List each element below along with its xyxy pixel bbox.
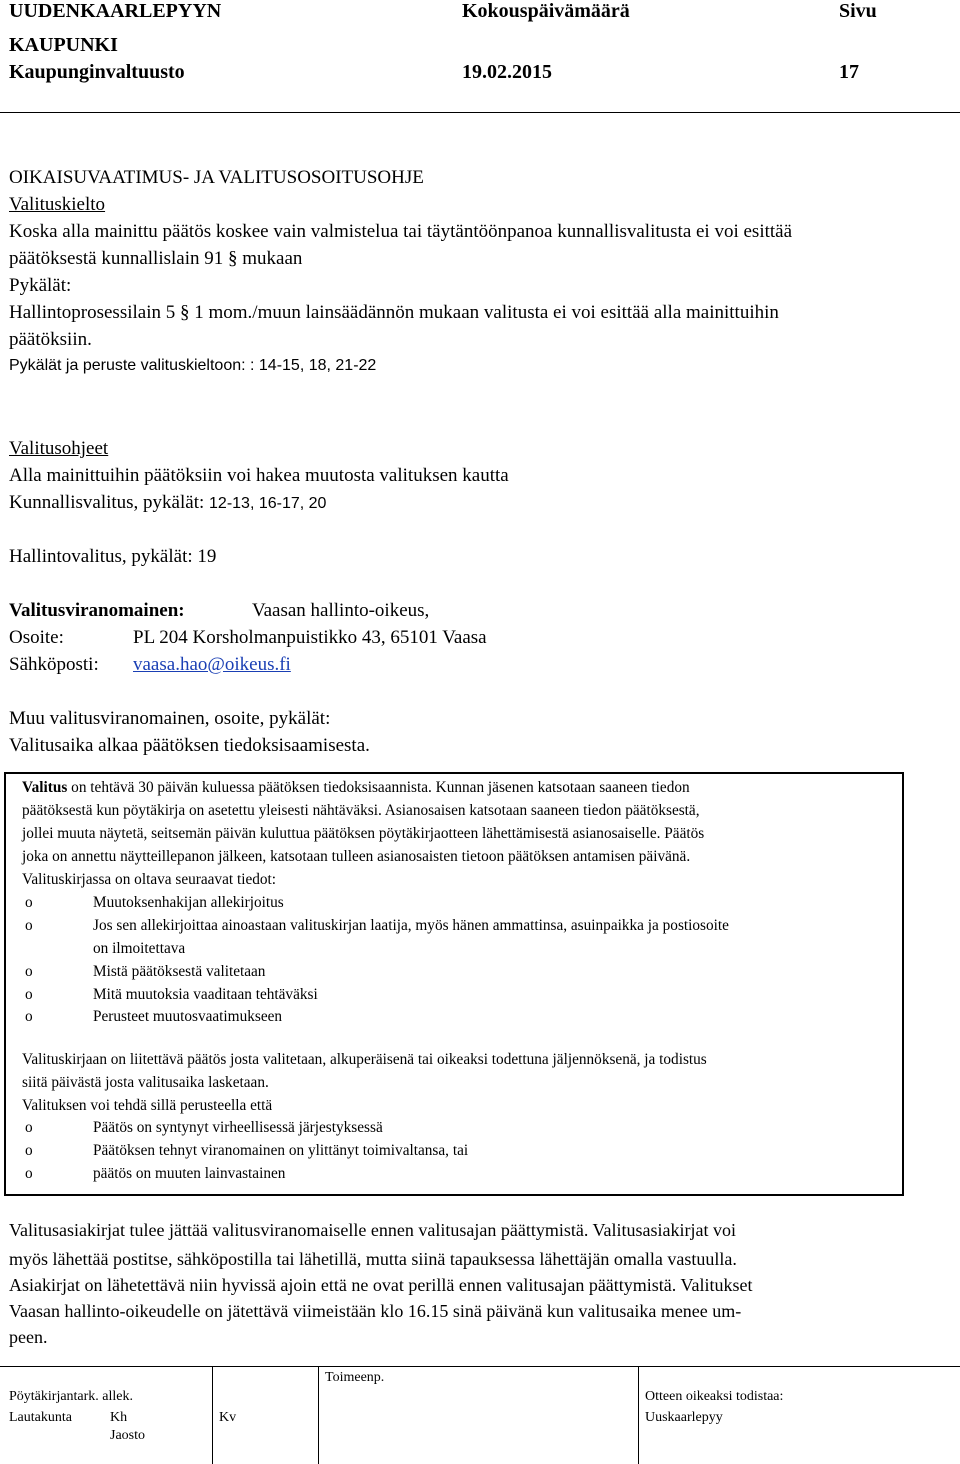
pykalat-label: Pykälät: <box>9 275 72 296</box>
kv-label: Kv <box>219 1410 237 1425</box>
closing-line-2: myös lähettää postitse, sähköpostilla tai lähetillä, mutta siinä tapauksessa lähettäjän omalla vastuulla. <box>9 1249 737 1269</box>
list-item-continuation: on ilmoitettava <box>93 940 186 957</box>
list-item: Mistä päätöksestä valitetaan <box>93 963 266 980</box>
jaosto-label: Jaosto <box>110 1428 145 1443</box>
kunnallisvalitus-label: Kunnallisvalitus, pykälät: <box>9 492 205 513</box>
footer-divider <box>318 1366 319 1464</box>
email-label: Sähköposti: <box>9 654 99 675</box>
box-line-6: Valituskirjaan on liitettävä päätös josta valitetaan, alkuperäisenä tai oikeaksi todettuna jäljennöksenä, ja todistus <box>22 1051 707 1068</box>
bullet-marker: o <box>25 1119 33 1136</box>
address-value: PL 204 Korsholmanpuistikko 43, 65101 Vaasa <box>133 627 487 648</box>
minutes-check-label: Pöytäkirjantark. allek. <box>9 1389 134 1404</box>
valitusohjeet-heading: Valitusohjeet <box>9 438 109 459</box>
appeal-intro: Alla mainittuihin päätöksiin voi hakea muutosta valituksen kautta <box>9 465 509 486</box>
email-link[interactable]: vaasa.hao@oikeus.fi <box>133 654 291 675</box>
city-label: Uuskaarlepyy <box>645 1410 723 1425</box>
prohibition-sections: Pykälät ja peruste valituskieltoon: : 14-15, 18, 21-22 <box>9 357 377 374</box>
box-line-7: siitä päivästä josta valitusaika lasketaan. <box>22 1074 269 1091</box>
list-item: Päätös on syntynyt virheellisessä järjestyksessä <box>93 1119 383 1136</box>
list-item: Muutoksenhakijan allekirjoitus <box>93 894 284 911</box>
closing-line-5: peen. <box>9 1327 48 1347</box>
authority-label: Valitusviranomainen: <box>9 600 185 621</box>
box-valitus-bold: Valitus <box>22 779 68 796</box>
list-item: Mitä muutoksia vaaditaan tehtäväksi <box>93 986 318 1003</box>
bullet-marker: o <box>25 963 33 980</box>
lautakunta-label: Lautakunta <box>9 1410 72 1425</box>
box-line-4: joka on annettu näytteillepanon jälkeen, katsotaan tulleen asianosaisten tietoon päätöksen antamisen päivänä. <box>22 848 691 865</box>
box-line-1 <box>22 779 690 797</box>
prohibition-text-2: päätöksestä kunnallislain 91 § mukaan <box>9 248 303 269</box>
appeal-instructions-box <box>4 772 904 1196</box>
org-name-line2: KAUPUNKI <box>9 34 118 56</box>
footer-divider <box>212 1366 213 1464</box>
list-item: Perusteet muutosvaatimukseen <box>93 1008 283 1025</box>
list-item: päätös on muuten lainvastainen <box>93 1165 286 1182</box>
meeting-date: 19.02.2015 <box>462 61 552 83</box>
certified-label: Otteen oikeaksi todistaa: <box>645 1389 784 1404</box>
address-label: Osoite: <box>9 627 64 648</box>
page-number: 17 <box>839 61 859 83</box>
org-name-line1: UUDENKAARLEPYYN <box>9 0 222 22</box>
list-item: Jos sen allekirjoittaa ainoastaan valituskirjan laatija, myös hänen ammattinsa, asuinpaikka ja postiosoite <box>93 917 729 934</box>
box-line-1-rest: on tehtävä 30 päivän kuluessa päätöksen tiedoksisaannista. Kunnan jäsenen katsotaan saaneen tiedon <box>67 779 690 796</box>
kh-label: Kh <box>110 1410 128 1425</box>
footer-top-border <box>0 1366 960 1367</box>
prohibition-text-1: Koska alla mainittu päätös koskee vain valmistelua tai täytäntöönpanoa kunnallisvalitusta ei voi esittää <box>9 221 793 242</box>
page-label: Sivu <box>839 0 877 22</box>
bullet-marker: o <box>25 986 33 1003</box>
box-line-5: Valituskirjassa on oltava seuraavat tiedot: <box>22 871 277 888</box>
toimeenp-label: Toimeenp. <box>325 1370 385 1385</box>
list-item: Päätöksen tehnyt viranomainen on ylittänyt toimivaltansa, tai <box>93 1142 469 1159</box>
kunnallisvalitus-line <box>9 492 326 514</box>
kunnallisvalitus-sections: 12-13, 16-17, 20 <box>209 495 327 512</box>
footer-divider <box>638 1366 639 1464</box>
box-line-2: päätöksestä kun pöytäkirja on asetettu yleisesti nähtäväksi. Asianosaisen katsotaan saaneen tiedon päätöksestä, <box>22 802 700 819</box>
body-name: Kaupunginvaltuusto <box>9 61 185 83</box>
bullet-marker: o <box>25 1008 33 1025</box>
appeal-time-start: Valitusaika alkaa päätöksen tiedoksisaamisesta. <box>9 735 370 756</box>
bullet-marker: o <box>25 1165 33 1182</box>
box-line-8: Valituksen voi tehdä sillä perusteella että <box>22 1097 273 1114</box>
hallintovalitus-line: Hallintovalitus, pykälät: 19 <box>9 546 217 567</box>
closing-line-3: Asiakirjat on lähetettävä niin hyvissä ajoin että ne ovat perillä ennen valitusajan päättymistä. Valitukset <box>9 1275 753 1295</box>
bullet-marker: o <box>25 917 33 934</box>
bullet-marker: o <box>25 1142 33 1159</box>
valituskielto-heading: Valituskielto <box>9 194 106 215</box>
date-label: Kokouspäivämäärä <box>462 0 630 22</box>
box-line-3: jollei muuta näytetä, seitsemän päivän kuluttua päätöksen pöytäkirjaotteen lähettämisestä asianosaiselle. Päätös <box>22 825 705 842</box>
other-authority-line: Muu valitusviranomainen, osoite, pykälät: <box>9 708 331 729</box>
closing-line-4: Vaasan hallinto-oikeudelle on jätettävä viimeistään klo 16.15 sinä päivänä kun valitusaika menee um- <box>9 1301 742 1321</box>
authority-value: Vaasan hallinto-oikeus, <box>252 600 430 621</box>
prohibition-text-4: päätöksiin. <box>9 329 92 350</box>
bullet-marker: o <box>25 894 33 911</box>
section-title: OIKAISUVAATIMUS- JA VALITUSOSOITUSOHJE <box>9 167 424 188</box>
closing-line-1: Valitusasiakirjat tulee jättää valitusviranomaiselle ennen valitusajan päättymistä. Valitusasiakirjat voi <box>9 1220 736 1240</box>
header-divider <box>0 112 960 113</box>
prohibition-text-3: Hallintoprosessilain 5 § 1 mom./muun lainsäädännön mukaan valitusta ei voi esittää alla mainittuihin <box>9 302 779 323</box>
